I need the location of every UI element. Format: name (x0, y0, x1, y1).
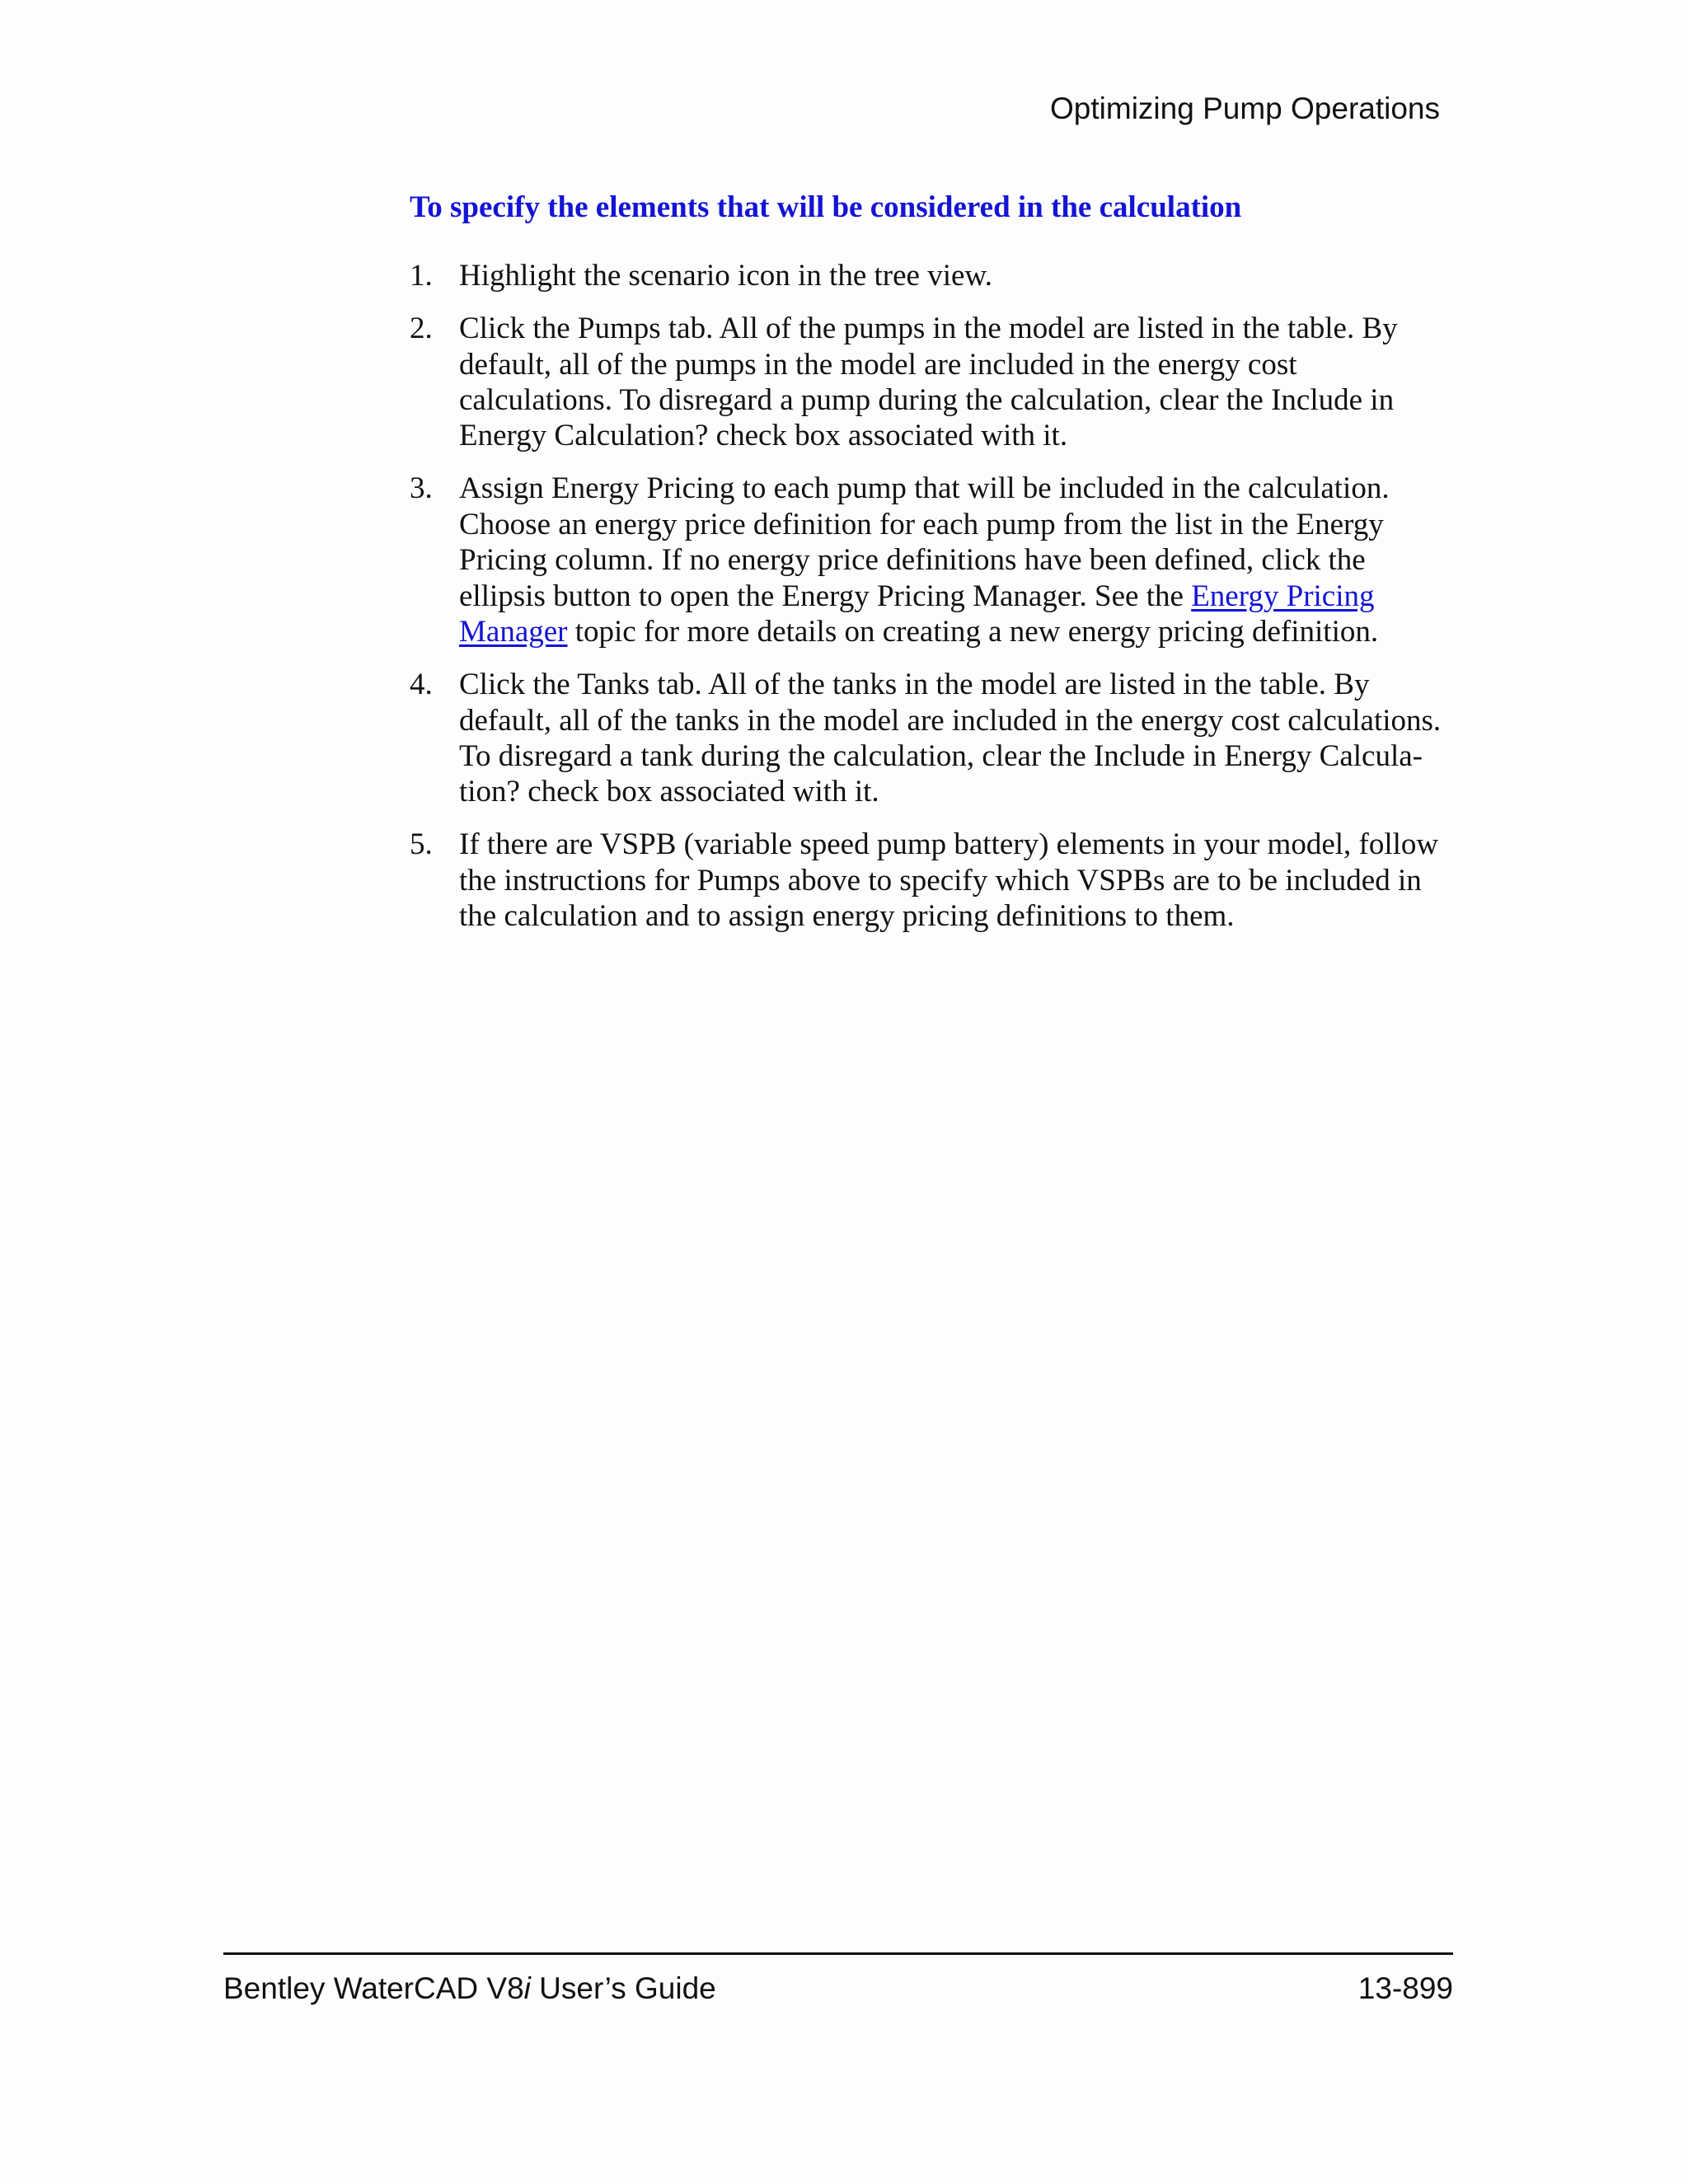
step-item (410, 471, 1456, 649)
step-item (410, 827, 1456, 934)
step-text: If there are VSPB (variable speed pump battery) elements in your model, follow the instructions for Pumps above to specify which VSPBs are to be included in the calculation and to assign energy pricing definitions to them. (459, 827, 1439, 934)
step-number: 5. (410, 827, 433, 862)
step-text: Click the Pumps tab. All of the pumps in the model are listed in the table. By default, all of the pumps in the model are included in the energy cost calculations. To disregard a pump during the calculation, clear the Include in Energy Calculation? check box associated with it. (459, 312, 1398, 453)
step-item (410, 258, 1456, 293)
footer-divider (223, 1952, 1453, 1955)
step-text: Click the Tanks tab. All of the tanks in the model are listed in the table. By default, all of the tanks in the model are included in the energy cost calculations. To disregard a tank during the calculation, clear the Include in Energy Calculation? check box associated with it. (459, 668, 1442, 809)
step-item (410, 667, 1456, 810)
step-text-after-link: topic for more details on creating a new energy pricing definition. (574, 615, 1379, 649)
footer-page-number: 13-899 (1357, 1971, 1453, 2005)
running-header: Optimizing Pump Operations (1050, 91, 1440, 125)
procedure-steps (410, 258, 1456, 951)
step-text: Highlight the scenario icon in the tree view. (459, 259, 992, 293)
footer-guide-title-italic: i (523, 1971, 531, 2005)
step-item (410, 311, 1456, 454)
footer-guide-title-prefix: Bentley WaterCAD V8 (223, 1971, 524, 2005)
step-number: 2. (410, 312, 433, 346)
footer-guide-title (223, 1969, 716, 2008)
step-text (459, 471, 1456, 649)
step-number: 3. (410, 471, 433, 506)
step-number: 1. (410, 259, 433, 293)
step-text-before-link: Assign Energy Pricing to each pump that will be included in the calculation. Choose an energy price definition for each pump from the list in the Energy Pricing column. If no energy price definitions have been defined, click the ellipsis button to open the Energy Pricing Manager. See the (459, 471, 1390, 613)
energy-pricing-manager-link[interactable]: Energy Pricing Manager (459, 579, 1375, 649)
step-number: 4. (410, 668, 433, 702)
footer-guide-title-suffix: User’s Guide (530, 1971, 716, 2005)
section-heading: To specify the elements that will be considered in the calculation (410, 190, 1242, 224)
